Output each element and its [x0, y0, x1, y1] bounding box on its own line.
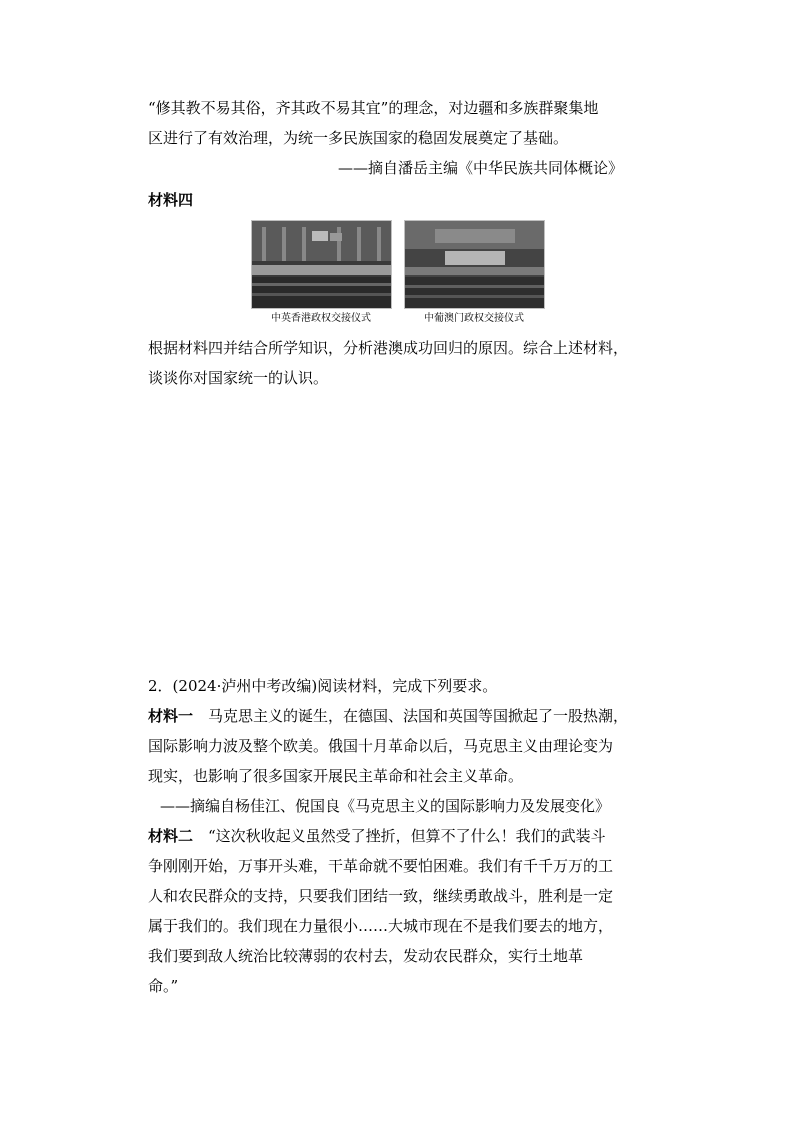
material-line: 争刚刚开始，万事开头难，干革命就不要怕困难。我们有千千万万的工 [148, 857, 614, 875]
material-line: 国际影响力波及整个欧美。俄国十月革命以后，马克思主义由理论变为 [148, 737, 614, 755]
material-line: 现实，也影响了很多国家开展民主革命和社会主义革命。 [148, 767, 524, 785]
material-line: 我们要到敌人统治比较薄弱的农村去，发动农民群众，实行土地革 [148, 947, 584, 965]
material-line [148, 706, 628, 726]
question-header: 2．(2024·泸州中考改编)阅读材料，完成下列要求。 [148, 677, 498, 695]
material-label: 材料一 [148, 707, 194, 725]
question-line: 根据材料四并结合所学知识，分析港澳成功回归的原因。综合上述材料， [148, 339, 629, 357]
material-label: 材料二 [148, 827, 194, 845]
material-text: “这次秋收起义虽然受了挫折，但算不了什么！我们的武装斗 [193, 827, 606, 845]
passage-source: ——摘自潘岳主编《中华民族共同体概论》 [338, 159, 624, 177]
macau-handover-image [405, 221, 544, 308]
material-line: 人和农民群众的支持，只要我们团结一致，继续勇敢战斗，胜利是一定 [148, 887, 614, 905]
material-text: 马克思主义的诞生，在德国、法国和英国等国掀起了一股热潮， [193, 707, 629, 725]
material-line [148, 826, 606, 846]
hk-handover-image [252, 221, 391, 308]
passage-line: 区进行了有效治理，为统一多民族国家的稳固发展奠定了基础。 [148, 129, 569, 147]
question-line: 谈谈你对国家统一的认识。 [148, 369, 329, 387]
figure-caption: 中英香港政权交接仪式 [271, 313, 371, 324]
material-line: 命。” [148, 977, 179, 995]
passage-line: “修其教不易其俗，齐其政不易其宜”的理念，对边疆和多族群聚集地 [148, 99, 599, 117]
material-line: 属于我们的。我们现在力量很小……大城市现在不是我们要去的地方， [148, 917, 614, 935]
material-source: ——摘编自杨佳江、倪国良《马克思主义的国际影响力及发展变化》 [160, 797, 611, 815]
macau-handover-photo [404, 220, 545, 309]
material-label: 材料四 [148, 191, 194, 209]
figure-caption: 中葡澳门政权交接仪式 [424, 313, 524, 324]
hk-handover-photo [251, 220, 392, 309]
